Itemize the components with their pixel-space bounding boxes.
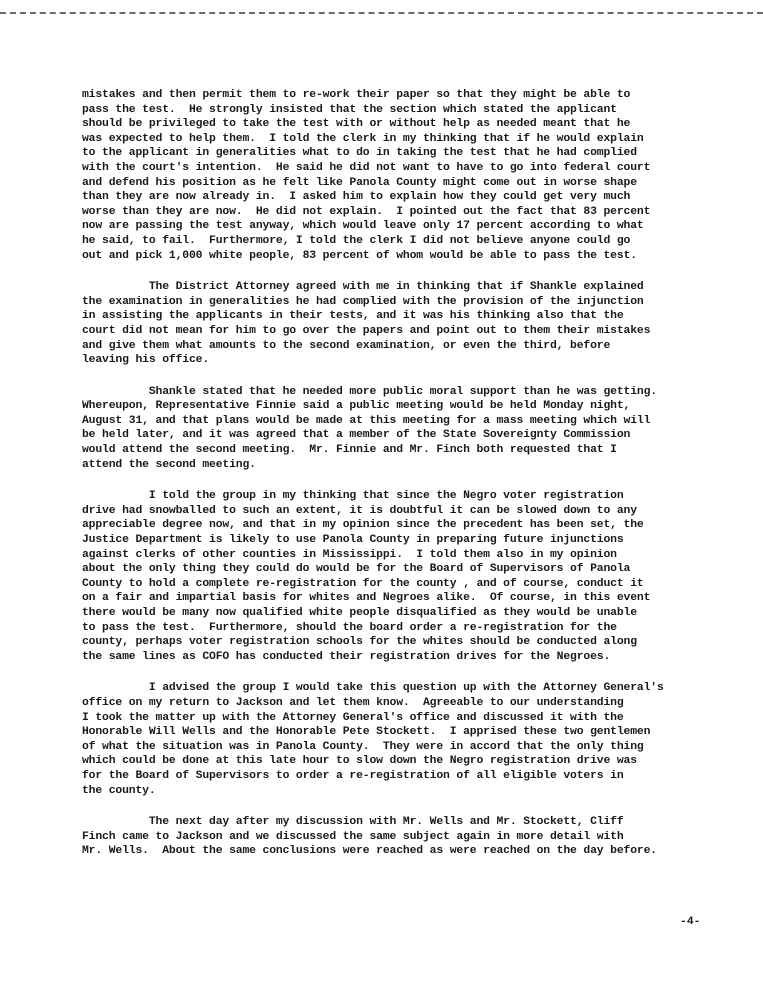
text-line: worse than they are now. He did not explain. I pointed out the fact that 83 percent — [82, 205, 651, 218]
text-line: court did not mean for him to go over the papers and point out to them their mistakes — [82, 324, 651, 337]
text-line: and defend his position as he felt like Panola County might come out in worse shape — [82, 176, 637, 189]
text-line: with the court's intention. He said he did not want to have to go into federal court — [82, 161, 651, 174]
text-line: Honorable Will Wells and the Honorable Pete Stockett. I apprised these two gentlemen — [82, 726, 651, 739]
text-line: Mr. Wells. About the same conclusions were reached as were reached on the day before. — [82, 845, 657, 858]
text-line: appreciable degree now, and that in my opinion since the precedent has been set, the — [82, 519, 644, 532]
text-line: county, perhaps voter registration schools for the whites should be conducted along — [82, 636, 637, 649]
text-line: and give them what amounts to the second examination, or even the third, before — [82, 339, 611, 352]
paragraph — [82, 280, 730, 368]
text-line: should be privileged to take the test with or without help as needed meant that he — [82, 118, 631, 131]
text-line: the county. — [82, 784, 156, 797]
text-line: he said, to fail. Furthermore, I told the clerk I did not believe anyone could go — [82, 234, 631, 247]
text-line: office on my return to Jackson and let them know. Agreeable to our understanding — [82, 696, 624, 709]
text-line: there would be many now qualified white people disqualified as they would be unable — [82, 607, 637, 619]
text-line: to pass the test. Furthermore, should the board order a re-registration for the — [82, 621, 617, 634]
text-line: on a fair and impartial basis for whites and Negroes alike. Of course, in this event — [82, 592, 651, 605]
text-line: which could be done at this late hour to slow down the Negro registration drive was — [82, 755, 637, 768]
text-line: County to hold a complete re-registration for the county , and of course, conduct it — [82, 577, 644, 590]
text-line: about the only thing they could do would be for the Board of Supervisors of Panola — [82, 563, 631, 576]
text-line: the examination in generalities he had complied with the provision of the injunction — [82, 295, 644, 308]
text-line: was expected to help them. I told the clerk in my thinking that if he would explain — [82, 132, 644, 145]
text-line: be held later, and it was agreed that a member of the State Sovereignty Commission — [82, 429, 631, 442]
text-line: August 31, and that plans would be made at this meeting for a mass meeting which will — [82, 414, 651, 427]
text-line: attend the second meeting. — [82, 458, 256, 471]
text-line: I took the matter up with the Attorney General's office and discussed it with the — [82, 711, 624, 724]
text-line: mistakes and then permit them to re-work their paper so that they might be able to — [82, 89, 631, 101]
text-line: Shankle stated that he needed more public moral support than he was getting. — [82, 385, 657, 398]
text-line: Whereupon, Representative Finnie said a public meeting would be held Monday night, — [82, 400, 631, 413]
text-line: I advised the group I would take this question up with the Attorney General's — [82, 682, 664, 695]
text-line: The next day after my discussion with Mr. Wells and Mr. Stockett, Cliff — [82, 816, 624, 829]
text-line: Finch came to Jackson and we discussed the same subject again in more detail with — [82, 830, 624, 843]
paragraph — [82, 815, 730, 859]
text-line: leaving his office. — [82, 354, 210, 367]
text-line: now are passing the test anyway, which would leave only 17 percent according to what — [82, 220, 644, 233]
paragraph — [82, 681, 730, 798]
text-line: Justice Department is likely to use Panola County in preparing future injunctions — [82, 534, 624, 547]
text-line: to the applicant in generalities what to do in taking the test that he had complied — [82, 147, 637, 160]
text-line: out and pick 1,000 white people, 83 percent of whom would be able to pass the test. — [82, 249, 637, 262]
text-line: The District Attorney agreed with me in thinking that if Shankle explained — [82, 281, 644, 294]
text-line: would attend the second meeting. Mr. Finnie and Mr. Finch both requested that I — [82, 444, 617, 457]
text-line: of what the situation was in Panola County. They were in accord that the only thing — [82, 740, 644, 753]
paragraph — [82, 489, 730, 664]
text-line: than they are now already in. I asked him to explain how they could get very much — [82, 191, 631, 204]
page-top-edge — [0, 0, 763, 14]
paragraph — [82, 88, 730, 263]
text-line: pass the test. He strongly insisted that the section which stated the applicant — [82, 103, 617, 116]
text-line: in assisting the applicants in their tests, and it was his thinking also that the — [82, 310, 624, 323]
text-line: for the Board of Supervisors to order a re-registration of all eligible voters in — [82, 769, 624, 782]
text-line: the same lines as COFO has conducted their registration drives for the Negroes. — [82, 650, 611, 663]
text-line: drive had snowballed to such an extent, it is doubtful it can be slowed down to any — [82, 504, 637, 517]
page-number: -4- — [680, 916, 701, 928]
paragraph — [82, 385, 730, 473]
text-line: against clerks of other counties in Mississippi. I told them also in my opinion — [82, 548, 617, 561]
document-body — [82, 88, 730, 876]
text-line: I told the group in my thinking that since the Negro voter registration — [82, 490, 624, 503]
